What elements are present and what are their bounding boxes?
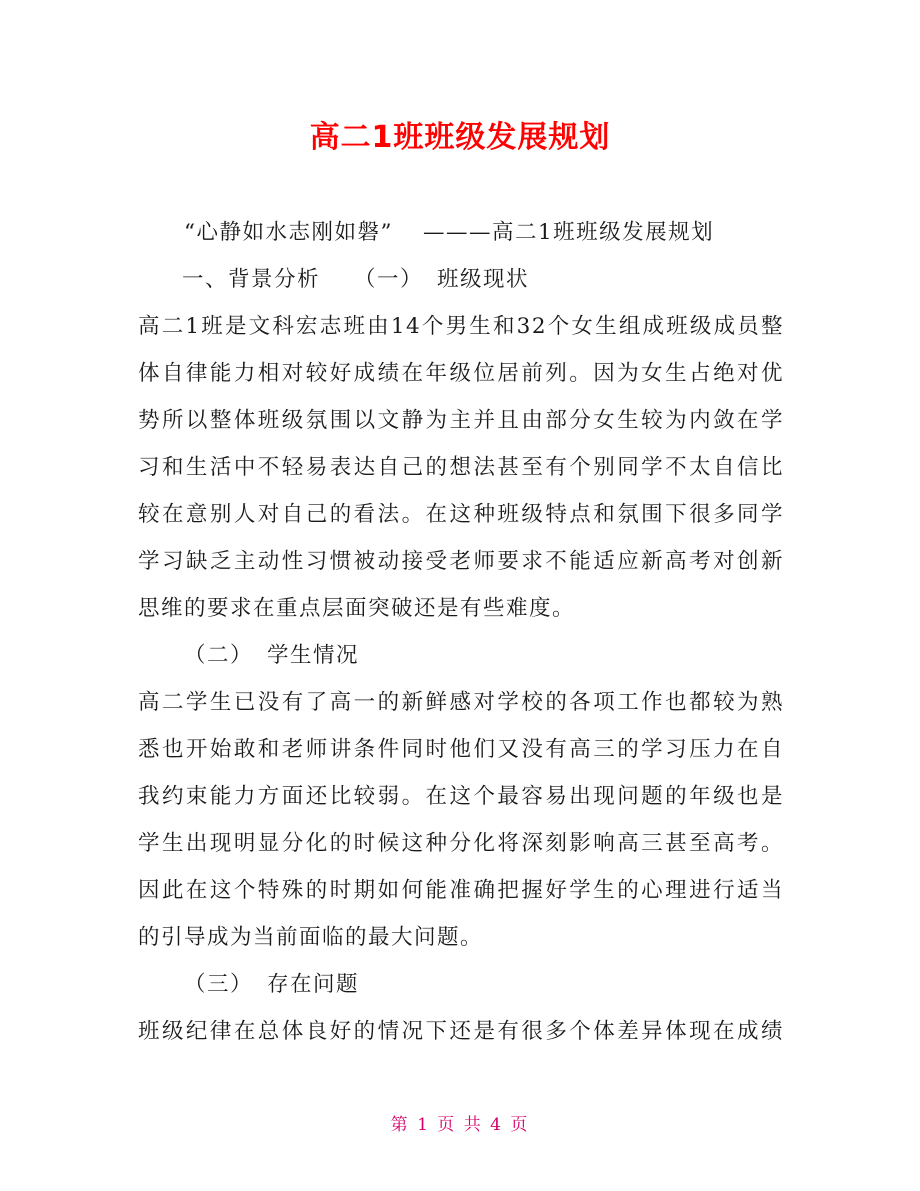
paragraph-line: 势所以整体班级氛围以文静为主并且由部分女生较为内敛在学 <box>138 408 784 433</box>
motto-suffix: ———高二1班班级发展规划 <box>422 220 715 245</box>
sub3-title: 存在问题 <box>267 972 360 997</box>
motto-text: “心静如水志刚如磐” <box>184 220 393 245</box>
page-footer: 第 1 页 共 4 页 <box>390 1115 530 1135</box>
section1-heading: 一、背景分析 <box>182 267 321 292</box>
sub1-number: （一） <box>354 267 424 292</box>
section1-heading-line <box>138 256 784 303</box>
paragraph-line: 的引导成为当前面临的最大问题。 <box>138 925 484 950</box>
sub2-number: （二） <box>184 643 254 668</box>
sub1-title: 班级现状 <box>437 267 530 292</box>
paragraph-line: 学习缺乏主动性习惯被动接受老师要求不能适应新高考对创新 <box>138 549 784 574</box>
paragraph-line: 高二学生已没有了高一的新鲜感对学校的各项工作也都较为熟 <box>138 690 784 715</box>
paragraph-line: 思维的要求在重点层面突破还是有些难度。 <box>138 596 576 621</box>
paragraph-line: 悉也开始敢和老师讲条件同时他们又没有高三的学习压力在自 <box>138 737 784 762</box>
paragraph-line: 学生出现明显分化的时候这种分化将深刻影响高三甚至高考。 <box>138 831 784 856</box>
paragraph-line: 较在意别人对自己的看法。在这种班级特点和氛围下很多同学 <box>138 502 784 527</box>
document-title: 高二1班班级发展规划 <box>309 120 611 155</box>
sub3-number: （三） <box>184 972 254 997</box>
paragraph-line: 班级纪律在总体良好的情况下还是有很多个体差异体现在成绩 <box>138 1019 784 1044</box>
paragraph-line: 因此在这个特殊的时期如何能准确把握好学生的心理进行适当 <box>138 878 784 903</box>
sub3-heading-line <box>138 961 784 1008</box>
motto-line <box>138 209 784 256</box>
paragraph-line: 高二1班是文科宏志班由14个男生和32个女生组成班级成员整 <box>138 314 784 339</box>
paragraph-line: 习和生活中不轻易表达自己的想法甚至有个别同学不太自信比 <box>138 455 784 480</box>
sub2-title: 学生情况 <box>267 643 360 668</box>
document-body <box>138 209 784 1055</box>
paragraph-line: 我约束能力方面还比较弱。在这个最容易出现问题的年级也是 <box>138 784 784 809</box>
sub2-heading-line <box>138 632 784 679</box>
paragraph-line: 体自律能力相对较好成绩在年级位居前列。因为女生占绝对优 <box>138 361 784 386</box>
